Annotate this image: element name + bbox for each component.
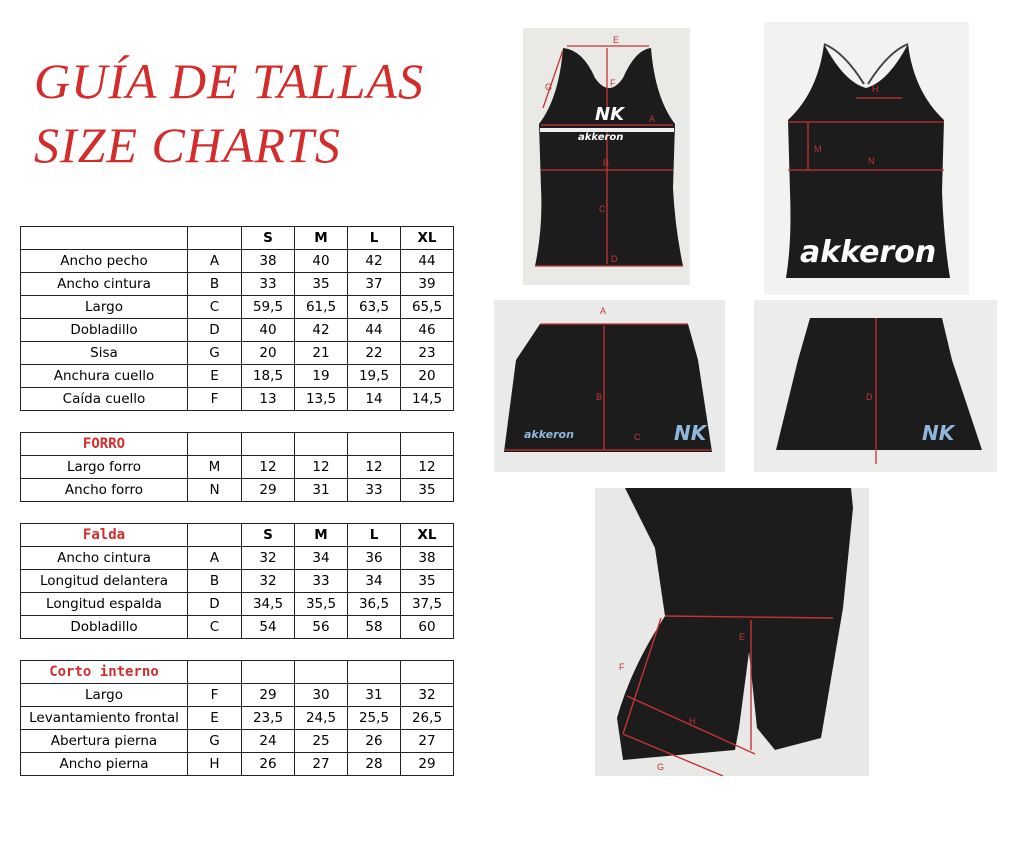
spacer-cell: [401, 411, 454, 433]
measurement-value: 36,5: [348, 593, 401, 616]
measurement-code: G: [188, 342, 242, 365]
section-title: Falda: [21, 524, 188, 547]
size-label: [348, 661, 401, 684]
spacer-cell: [295, 639, 348, 661]
title-english: SIZE CHARTS: [34, 117, 341, 173]
table-row: [21, 547, 454, 570]
size-label: [401, 433, 454, 456]
measurement-value: 29: [242, 479, 295, 502]
measurement-value: 20: [242, 342, 295, 365]
measurement-code: F: [188, 388, 242, 411]
measure-label-c: C: [599, 204, 606, 214]
measurement-name: Sisa: [21, 342, 188, 365]
measurement-code: C: [188, 616, 242, 639]
table-row: [21, 319, 454, 342]
tank-top-front-photo: [523, 28, 690, 285]
size-label: [295, 433, 348, 456]
measurement-value: 24: [242, 730, 295, 753]
measure-label-h: H: [872, 84, 879, 94]
measurement-value: 39: [401, 273, 454, 296]
size-label: [401, 661, 454, 684]
measurement-value: 30: [295, 684, 348, 707]
section-header-row: [21, 524, 454, 547]
spacer-cell: [401, 502, 454, 524]
size-label: XL: [401, 227, 454, 250]
measurement-value: 20: [401, 365, 454, 388]
measure-label-b: B: [596, 392, 603, 402]
measurement-value: 42: [295, 319, 348, 342]
measurement-value: 27: [295, 753, 348, 776]
measure-label-e: E: [613, 35, 620, 45]
code-header-cell: [188, 661, 242, 684]
measurement-code: D: [188, 319, 242, 342]
size-label: [242, 433, 295, 456]
measurement-name: Ancho cintura: [21, 547, 188, 570]
section-header-row: [21, 433, 454, 456]
size-label: L: [348, 227, 401, 250]
measurement-name: Ancho pierna: [21, 753, 188, 776]
measurement-code: H: [188, 753, 242, 776]
spacer-cell: [242, 639, 295, 661]
measurement-value: 65,5: [401, 296, 454, 319]
measurement-value: 24,5: [295, 707, 348, 730]
spacer-cell: [242, 411, 295, 433]
tank-top-front-garment: [535, 48, 683, 266]
measure-label-n: N: [868, 156, 875, 166]
size-label: [242, 661, 295, 684]
measurement-value: 34: [348, 570, 401, 593]
measurement-name: Longitud espalda: [21, 593, 188, 616]
measure-label-b: B: [603, 158, 610, 168]
measure-label-h: H: [689, 716, 696, 726]
spacer-cell: [21, 639, 188, 661]
table-row: [21, 296, 454, 319]
measurement-value: 13,5: [295, 388, 348, 411]
measurement-value: 27: [401, 730, 454, 753]
measurement-code: A: [188, 547, 242, 570]
measurement-value: 26,5: [401, 707, 454, 730]
measurement-name: Largo: [21, 296, 188, 319]
spacer-cell: [21, 411, 188, 433]
skirt-front-brand: akkeron: [524, 428, 574, 441]
table-row: [21, 365, 454, 388]
measurement-value: 12: [348, 456, 401, 479]
spacer-cell: [188, 502, 242, 524]
measurement-value: 32: [401, 684, 454, 707]
measurement-value: 33: [295, 570, 348, 593]
measurement-value: 38: [242, 250, 295, 273]
measurement-name: Dobladillo: [21, 616, 188, 639]
measurement-value: 54: [242, 616, 295, 639]
measurement-value: 63,5: [348, 296, 401, 319]
measurement-value: 37,5: [401, 593, 454, 616]
measurement-value: 37: [348, 273, 401, 296]
section-title: FORRO: [21, 433, 188, 456]
measurement-value: 12: [295, 456, 348, 479]
measurement-value: 58: [348, 616, 401, 639]
size-label: L: [348, 524, 401, 547]
measurement-value: 29: [242, 684, 295, 707]
tank-front-brand: akkeron: [578, 132, 624, 143]
measure-label-d: D: [866, 392, 873, 402]
spacer-cell: [401, 639, 454, 661]
measurement-value: 34,5: [242, 593, 295, 616]
size-chart-table: [20, 226, 454, 776]
measurement-code: N: [188, 479, 242, 502]
measurement-value: 35: [401, 570, 454, 593]
spacer-cell: [188, 411, 242, 433]
measurement-value: 35: [295, 273, 348, 296]
measurement-value: 40: [242, 319, 295, 342]
measurement-value: 35: [401, 479, 454, 502]
table-row: [21, 707, 454, 730]
table-row: [21, 456, 454, 479]
measurement-name: Caída cuello: [21, 388, 188, 411]
code-header-cell: [188, 433, 242, 456]
measurement-value: 31: [295, 479, 348, 502]
measure-label-g: G: [545, 82, 553, 92]
measurement-name: Anchura cuello: [21, 365, 188, 388]
size-label: M: [295, 524, 348, 547]
measurement-code: G: [188, 730, 242, 753]
spacer-cell: [242, 502, 295, 524]
measurement-value: 19,5: [348, 365, 401, 388]
spacer-cell: [21, 502, 188, 524]
code-header-cell: [188, 524, 242, 547]
measurement-code: M: [188, 456, 242, 479]
measure-label-c: C: [634, 432, 641, 442]
measurement-value: 56: [295, 616, 348, 639]
spacer-cell: [348, 411, 401, 433]
inner-shorts-garment: [617, 488, 853, 760]
table-row: [21, 570, 454, 593]
measurement-value: 28: [348, 753, 401, 776]
spacer-cell: [348, 639, 401, 661]
measure-label-f: F: [619, 662, 625, 672]
measure-label-f: F: [610, 78, 616, 88]
measurement-value: 59,5: [242, 296, 295, 319]
spacer-row: [21, 502, 454, 524]
measurement-value: 12: [401, 456, 454, 479]
measurement-value: 26: [242, 753, 295, 776]
table-row: [21, 342, 454, 365]
section-header-row: [21, 661, 454, 684]
measurement-value: 36: [348, 547, 401, 570]
tank-top-back-photo: [764, 22, 969, 295]
spacer-cell: [295, 502, 348, 524]
measurement-value: 21: [295, 342, 348, 365]
measurement-value: 18,5: [242, 365, 295, 388]
measurement-value: 34: [295, 547, 348, 570]
measurement-value: 14,5: [401, 388, 454, 411]
size-label: XL: [401, 524, 454, 547]
measurement-value: 31: [348, 684, 401, 707]
tank-back-brand: akkeron: [800, 235, 937, 270]
table-row: [21, 730, 454, 753]
table-row: [21, 684, 454, 707]
measurement-value: 26: [348, 730, 401, 753]
measurement-value: 33: [242, 273, 295, 296]
measurement-name: Ancho forro: [21, 479, 188, 502]
skirt-back-photo: [754, 300, 997, 472]
measurement-value: 23: [401, 342, 454, 365]
measure-label-a: A: [649, 114, 656, 124]
skirt-front-logo: NK: [674, 421, 707, 445]
measurement-value: 33: [348, 479, 401, 502]
table-row: [21, 479, 454, 502]
measure-label-d: D: [611, 254, 618, 264]
measurement-value: 22: [348, 342, 401, 365]
table-row: [21, 753, 454, 776]
measurement-value: 32: [242, 547, 295, 570]
measurement-code: E: [188, 707, 242, 730]
size-label: S: [242, 524, 295, 547]
measurement-value: 38: [401, 547, 454, 570]
skirt-front-photo: [494, 300, 725, 472]
measurement-code: B: [188, 570, 242, 593]
measurement-value: 46: [401, 319, 454, 342]
measurement-value: 44: [348, 319, 401, 342]
measurement-name: Largo forro: [21, 456, 188, 479]
size-label: [295, 661, 348, 684]
measurement-value: 23,5: [242, 707, 295, 730]
measure-label-m: M: [814, 144, 822, 154]
size-label: M: [295, 227, 348, 250]
measurement-code: C: [188, 296, 242, 319]
code-header-cell: [188, 227, 242, 250]
table-row: [21, 273, 454, 296]
table-row: [21, 593, 454, 616]
size-header-row: [21, 227, 454, 250]
measurement-value: 42: [348, 250, 401, 273]
measurement-value: 60: [401, 616, 454, 639]
measurement-name: Levantamiento frontal: [21, 707, 188, 730]
measurement-code: A: [188, 250, 242, 273]
size-label: [348, 433, 401, 456]
measure-label-g: G: [657, 762, 665, 772]
measurement-value: 13: [242, 388, 295, 411]
table-row: [21, 616, 454, 639]
spacer-cell: [188, 639, 242, 661]
measurement-value: 25: [295, 730, 348, 753]
measurement-code: B: [188, 273, 242, 296]
measurement-value: 14: [348, 388, 401, 411]
measurement-name: Largo: [21, 684, 188, 707]
table-row: [21, 388, 454, 411]
table-row: [21, 250, 454, 273]
title-spanish: GUÍA DE TALLAS: [34, 53, 424, 109]
spacer-row: [21, 639, 454, 661]
measurement-value: 19: [295, 365, 348, 388]
spacer-cell: [348, 502, 401, 524]
measurement-code: F: [188, 684, 242, 707]
measurement-value: 29: [401, 753, 454, 776]
spacer-row: [21, 411, 454, 433]
measure-label-e: E: [739, 632, 746, 642]
measurement-value: 40: [295, 250, 348, 273]
measurement-name: Ancho cintura: [21, 273, 188, 296]
measurement-name: Dobladillo: [21, 319, 188, 342]
measurement-name: Abertura pierna: [21, 730, 188, 753]
skirt-back-logo: NK: [922, 421, 955, 445]
measure-label-a: A: [600, 306, 607, 316]
size-label: S: [242, 227, 295, 250]
measurement-value: 32: [242, 570, 295, 593]
measurement-value: 35,5: [295, 593, 348, 616]
measurement-name: Ancho pecho: [21, 250, 188, 273]
section-title: [21, 227, 188, 250]
inner-shorts-photo: [595, 488, 869, 776]
measurement-value: 61,5: [295, 296, 348, 319]
measurement-value: 12: [242, 456, 295, 479]
tank-front-logo: NK: [595, 104, 625, 125]
section-title: Corto interno: [21, 661, 188, 684]
measurement-code: D: [188, 593, 242, 616]
measurement-name: Longitud delantera: [21, 570, 188, 593]
measurement-value: 25,5: [348, 707, 401, 730]
measurement-value: 44: [401, 250, 454, 273]
spacer-cell: [295, 411, 348, 433]
measurement-code: E: [188, 365, 242, 388]
